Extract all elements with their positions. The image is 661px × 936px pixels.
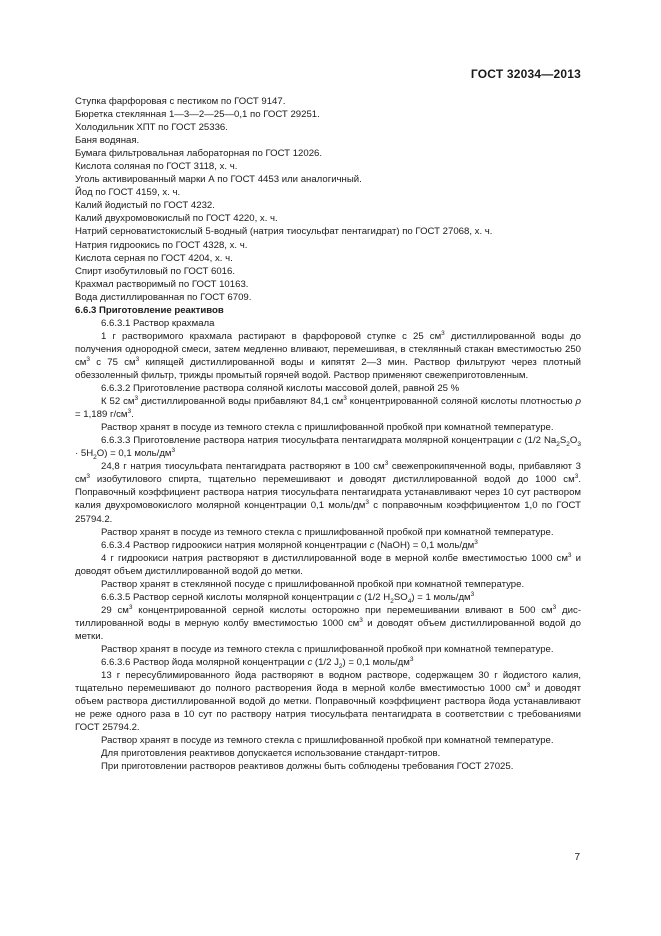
paragraph-requirements: При приготовлении растворов реактивов должны быть соблюдены требования ГОСТ 27025. bbox=[101, 761, 514, 773]
symbol-c: c bbox=[516, 435, 522, 447]
text: концентрированной серной кислоты осторожно при перемешивании вливают в 500 см bbox=[132, 604, 553, 616]
text: O) = 0,1 моль/дм bbox=[96, 448, 172, 460]
equipment-item: Крахмал растворимый по ГОСТ 10163. bbox=[75, 278, 249, 290]
text: и доводят объем раствора дистиллированной водой до метки. Поправочный коэффициент раствора йода устанавливают не реже одного раза в 10 сут по раствору натрия тиосульфата пентагидрата в соответствии с требованиями ГОСТ 25794.2. bbox=[75, 683, 581, 734]
document-body bbox=[75, 95, 581, 773]
text: кипящей дистиллированной воды и кипятят 2—3 мин. Раствор фильтруют через плотный обеззоленный фильтр, трижды промытый горячей водой. Раствор применяют свежеприготовленным. bbox=[75, 356, 581, 381]
equipment-list bbox=[75, 95, 581, 304]
text: 13 г пересублимированного йода растворяют в водном растворе, содержащем 30 г йодистого калия, тщательно перемешивают до полного растворения йода в мерной колбе вместимостью 1000 см bbox=[75, 670, 581, 695]
text: (1/2 J bbox=[312, 657, 339, 669]
text: с 75 см bbox=[90, 356, 136, 368]
subscript: 2 bbox=[93, 454, 97, 462]
symbol-c: c bbox=[356, 591, 362, 603]
subsection-heading-thiosulfate bbox=[75, 434, 581, 460]
text: изобутилового спирта, тщательно перемешивают и доводят дистиллированной водой до 1000 см bbox=[90, 474, 575, 486]
superscript: 3 bbox=[135, 355, 140, 363]
paragraph-storage: Раствор хранят в посуде из темного стекла с пришлифованной пробкой при комнатной температуре. bbox=[101, 422, 554, 434]
equipment-item: Холодильник ХПТ по ГОСТ 25336. bbox=[75, 122, 228, 134]
text: дистиллированной воды до получения однородной смеси, затем медленно вливают, перемешивая, в стеклянный стакан вместимостью 250 см bbox=[75, 330, 582, 368]
superscript: 3 bbox=[86, 355, 91, 363]
paragraph-standard-titres: Для приготовления реактивов допускается использование стандарт-титров. bbox=[101, 748, 441, 760]
text: . bbox=[131, 409, 134, 421]
superscript: 3 bbox=[574, 473, 579, 481]
text: с поправочным коэффициентом 1,0 по ГОСТ 25794.2. bbox=[75, 500, 581, 525]
subscript: 4 bbox=[407, 597, 412, 605]
text: концентрированной соляной кислоты плотностью bbox=[346, 396, 576, 408]
subsection-heading-hcl: 6.6.3.2 Приготовление раствора соляной кислоты массовой долей, равной 25 % bbox=[101, 383, 460, 395]
subsection-heading-starch: 6.6.3.1 Раствор крахмала bbox=[101, 317, 215, 329]
symbol-c: c bbox=[307, 657, 313, 669]
superscript: 3 bbox=[365, 499, 370, 507]
text: свежепрокипяченной воды, прибавляют 3 см bbox=[75, 461, 581, 486]
text: ) = 0,1 моль/дм bbox=[342, 657, 410, 669]
section-heading-6-6-3: 6.6.3 Приготовление реактивов bbox=[75, 304, 224, 316]
text: 24,8 г натрия тиосульфата пентагидрата растворяют в 100 см bbox=[101, 461, 385, 473]
subscript: 2 bbox=[566, 441, 570, 449]
superscript: 3 bbox=[441, 329, 445, 337]
equipment-item: Калий двухромовокислый по ГОСТ 4220, х. ч. bbox=[75, 213, 278, 225]
superscript: 3 bbox=[552, 603, 557, 611]
text: 6.6.3.6 Раствор йода молярной концентрации bbox=[101, 657, 308, 669]
paragraph-storage: Раствор хранят в посуде из темного стекла с пришлифованной пробкой при комнатной температуре. bbox=[101, 643, 554, 655]
subscript: 2 bbox=[556, 441, 560, 449]
superscript: 3 bbox=[567, 551, 572, 559]
paragraph-storage: Раствор хранят в посуде из темного стекла с пришлифованной пробкой при комнатной температуре. bbox=[101, 735, 554, 747]
text: · 5H bbox=[75, 448, 94, 460]
paragraph-thiosulfate bbox=[75, 460, 581, 525]
equipment-item: Калий йодистый по ГОСТ 4232. bbox=[75, 200, 215, 212]
paragraph-storage-glass: Раствор хранят в стеклянной посуде с пришлифованной пробкой при комнатной температуре. bbox=[101, 578, 525, 590]
superscript: 3 bbox=[470, 590, 475, 598]
text: 29 см bbox=[101, 604, 129, 616]
paragraph-h2so4 bbox=[75, 604, 581, 643]
superscript: 3 bbox=[526, 681, 531, 689]
paragraph-storage: Раствор хранят в посуде из темного стекла с пришлифованной пробкой при комнатной температуре. bbox=[101, 526, 554, 538]
subsection-heading-iodine bbox=[75, 656, 581, 669]
equipment-item: Кислота серная по ГОСТ 4204, х. ч. bbox=[75, 252, 233, 264]
equipment-item: Бюретка стеклянная 1—3—2—25—0,1 по ГОСТ 29251. bbox=[75, 109, 320, 121]
subsection-heading-naoh bbox=[75, 539, 581, 552]
equipment-item: Ступка фарфоровая с пестиком по ГОСТ 9147. bbox=[75, 96, 286, 107]
text: SO bbox=[393, 591, 408, 603]
equipment-item: Уголь активированный марки А по ГОСТ 4453 или аналогичный. bbox=[75, 174, 362, 186]
superscript: 3 bbox=[409, 655, 414, 663]
text: 6.6.3.3 Приготовление раствора натрия тиосульфата пентагидрата молярной концентрации bbox=[101, 435, 517, 447]
superscript: 3 bbox=[171, 447, 176, 455]
text: S bbox=[559, 435, 567, 447]
superscript: 3 bbox=[474, 538, 478, 546]
page-number: 7 bbox=[574, 852, 580, 863]
equipment-item: Натрия гидроокись по ГОСТ 4328, х. ч. bbox=[75, 239, 248, 251]
text: дистиллированной воды прибавляют 84,1 см bbox=[138, 396, 344, 408]
text: . Поправочный коэффициент раствора натрия тиосульфата пентагидрата устанавливают через 10 сут раствором калия двухромовокислого молярной концентрации 0,1 моль/дм bbox=[75, 474, 581, 512]
equipment-item: Кислота соляная по ГОСТ 3118, х. ч. bbox=[75, 161, 238, 173]
symbol-rho: ρ bbox=[575, 396, 581, 408]
subscript: 3 bbox=[577, 441, 581, 449]
text: и доводят объем дистиллированной водой до метки. bbox=[75, 552, 581, 577]
paragraph-starch bbox=[75, 330, 581, 382]
paragraph-hcl bbox=[75, 395, 581, 421]
text: 6.6.3.4 Раствор гидроокиси натрия молярной концентрации bbox=[101, 539, 370, 551]
subsection-heading-h2so4 bbox=[75, 591, 581, 604]
text: К 52 см bbox=[101, 396, 135, 408]
equipment-item: Бумага фильтровальная лабораторная по ГОСТ 12026. bbox=[75, 148, 323, 160]
text: = 1,189 г/см bbox=[75, 409, 128, 421]
text: и доводят объем дистиллированной водой до метки. bbox=[75, 617, 581, 642]
text: дистиллированной воды в мерную колбу вместимостью 1000 см bbox=[75, 604, 582, 629]
text: 4 г гидроокиси натрия растворяют в дистиллированной воде в мерной колбе вместимостью 1000 см bbox=[101, 552, 568, 564]
paragraph-iodine bbox=[75, 669, 581, 734]
superscript: 3 bbox=[134, 394, 139, 402]
equipment-item: Спирт изобутиловый по ГОСТ 6016. bbox=[75, 265, 236, 277]
superscript: 3 bbox=[343, 394, 347, 402]
page-header-standard: ГОСТ 32034—2013 bbox=[470, 67, 581, 81]
text: (NaOH) = 0,1 моль/дм bbox=[374, 539, 475, 551]
subscript: 2 bbox=[390, 597, 394, 605]
text: (1/2 H bbox=[361, 591, 391, 603]
superscript: 3 bbox=[86, 473, 91, 481]
paragraph-naoh bbox=[75, 552, 581, 578]
text: 1 г растворимого крахмала растирают в фарфоровой ступке с 25 см bbox=[101, 330, 442, 342]
text: 6.6.3.5 Раствор серной кислоты молярной концентрации bbox=[101, 591, 357, 603]
equipment-item: Натрий серноватистокислый 5-водный (натрия тиосульфат пентагидрат) по ГОСТ 27068, х. ч. bbox=[75, 226, 493, 238]
symbol-c: c bbox=[369, 539, 375, 551]
superscript: 3 bbox=[359, 616, 363, 624]
equipment-item: Баня водяная. bbox=[75, 135, 140, 147]
superscript: 3 bbox=[127, 407, 132, 415]
text: (1/2 Na bbox=[521, 435, 557, 447]
text: O bbox=[569, 435, 578, 447]
superscript: 3 bbox=[384, 460, 389, 468]
text: ) = 1 моль/дм bbox=[411, 591, 471, 603]
superscript: 3 bbox=[128, 603, 133, 611]
equipment-item: Вода дистиллированная по ГОСТ 6709. bbox=[75, 291, 252, 303]
equipment-item: Йод по ГОСТ 4159, х. ч. bbox=[75, 187, 181, 199]
subscript: 2 bbox=[338, 662, 343, 670]
